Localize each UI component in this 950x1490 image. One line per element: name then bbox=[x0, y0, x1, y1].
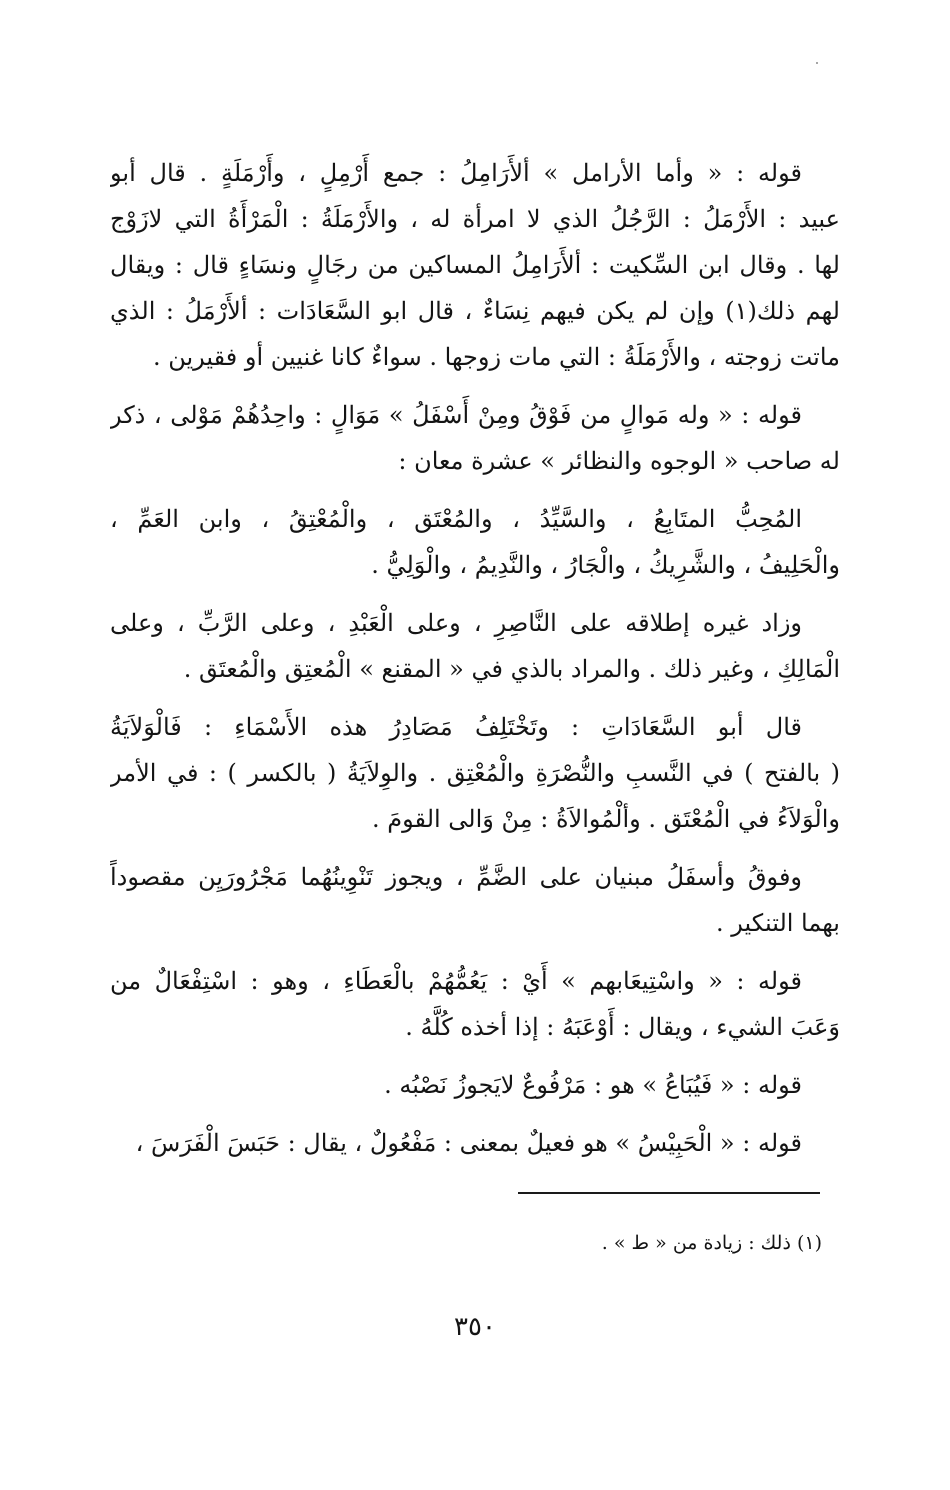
footnote-divider bbox=[518, 1192, 820, 1194]
text-line: له صاحب « الوجوه والنظائر » عشرة معان : bbox=[398, 447, 840, 475]
text-line: لها . وقال ابن السِّكيت : ألأَرَامِلُ المساكين من رجَالٍ ونسَاءٍ قال : ويقال bbox=[110, 251, 840, 279]
paragraph-yubau bbox=[110, 1062, 840, 1108]
text-line: وزاد غيره إطلاقه على النَّاصِرِ ، وعلى الْعَبْدِ ، وعلى الرَّبِّ ، وعلى bbox=[110, 609, 802, 637]
text-line: قوله : « الْحَبِيْسُ » هو فعيلٌ بمعنى : مَفْعُولٌ ، يقال : حَبَسَ الْفَرَسَ ، bbox=[135, 1129, 802, 1157]
main-text bbox=[110, 150, 840, 1178]
text-line: وفوقُ وأسفَلُ مبنيان على الضَّمِّ ، ويجوز تَنْوِينُهُما مَجْرُورَيِن مقصوداً bbox=[110, 863, 803, 891]
paragraph-mawali bbox=[110, 392, 840, 484]
text-line: والْوَلاَءُ في الْمُعْتَق . وألْمُوالاَةُ : مِنْ وَالى القومَ . bbox=[372, 805, 840, 833]
scan-speck bbox=[816, 62, 818, 64]
text-line: بهما التنكير . bbox=[715, 909, 840, 937]
paragraph-habis bbox=[110, 1120, 840, 1166]
paragraph-additions bbox=[110, 600, 840, 692]
footnote: (١) ذلك : زيادة من « ط » . bbox=[601, 1232, 822, 1254]
text-line: قوله : « واسْتِيعَابهم » أَيْ : يَعُمُّهُمْ بالْعَطَاءِ ، وهو : اسْتِفْعَالٌ من bbox=[110, 967, 802, 995]
paragraph-arāmil bbox=[110, 150, 840, 380]
text-line: قوله : « وأما الأرامل » ألأَرَامِلُ : جمع أَرْمِلٍ ، وأَرْمَلَةٍ . قال أبو bbox=[110, 159, 802, 187]
paragraph-fawq-asfal bbox=[110, 854, 840, 946]
paragraph-meanings-list bbox=[110, 496, 840, 588]
text-line: المُحِبُّ المتَابِعُ ، والسَّيِّدُ ، والمُعْتَق ، والْمُعْتِقُ ، وابن العَمِّ ، bbox=[110, 505, 803, 533]
page-number: ٣٥٠ bbox=[454, 1312, 496, 1342]
text-line: وَعَبَ الشيء ، ويقال : أَوْعَبَهُ : إذا أخذه كُلَّهُ . bbox=[405, 1013, 840, 1041]
text-line: قوله : « فَيُبَاعُ » هو : مَرْفُوعٌ لايَجوزُ نَصْبُه . bbox=[384, 1071, 802, 1099]
text-line: عبيد : الأَرْمَلُ : الرَّجُلُ الذي لا امرأة له ، والأَرْمَلَةُ : الْمَرْأَةُ التي لازَوْج bbox=[110, 205, 840, 233]
text-line: والْحَلِيفُ ، والشَّرِيكُ ، والْجَارُ ، والنَّدِيمُ ، والْوَلِيُّ . bbox=[371, 551, 840, 579]
paragraph-masadir bbox=[110, 704, 840, 842]
paragraph-istiab bbox=[110, 958, 840, 1050]
text-line: قوله : « وله مَوالٍ من فَوْقُ ومِنْ أَسْفَلُ » مَوَالٍ : واحِدُهُمْ مَوْلى ، ذكر bbox=[110, 401, 802, 429]
text-line: ( بالفتح ) في النَّسبِ والنُّصْرَةِ والْمُعْتِق . والوِلاَيَةُ ( بالكسر ) : في الأمر bbox=[110, 759, 840, 787]
text-line: لهم ذلك(١) وإن لم يكن فيهم نِسَاءٌ ، قال ابو السَّعَادَات : ألأَرْمَلُ : الذي bbox=[110, 297, 840, 325]
text-line: قال أبو السَّعَادَاتِ : وتَخْتَلِفُ مَصَادِرُ هذه الأَسْمَاءِ : فَالْوَلاَيَةُ bbox=[110, 713, 802, 741]
text-line: الْمَالِكِ ، وغير ذلك . والمراد بالذي في « المقنع » الْمُعتِق والْمُعتَق . bbox=[183, 655, 840, 683]
text-line: ماتت زوجته ، والأَرْمَلَةُ : التي مات زوجها . سواءٌ كانا غنيين أو فقيرين . bbox=[152, 343, 840, 371]
